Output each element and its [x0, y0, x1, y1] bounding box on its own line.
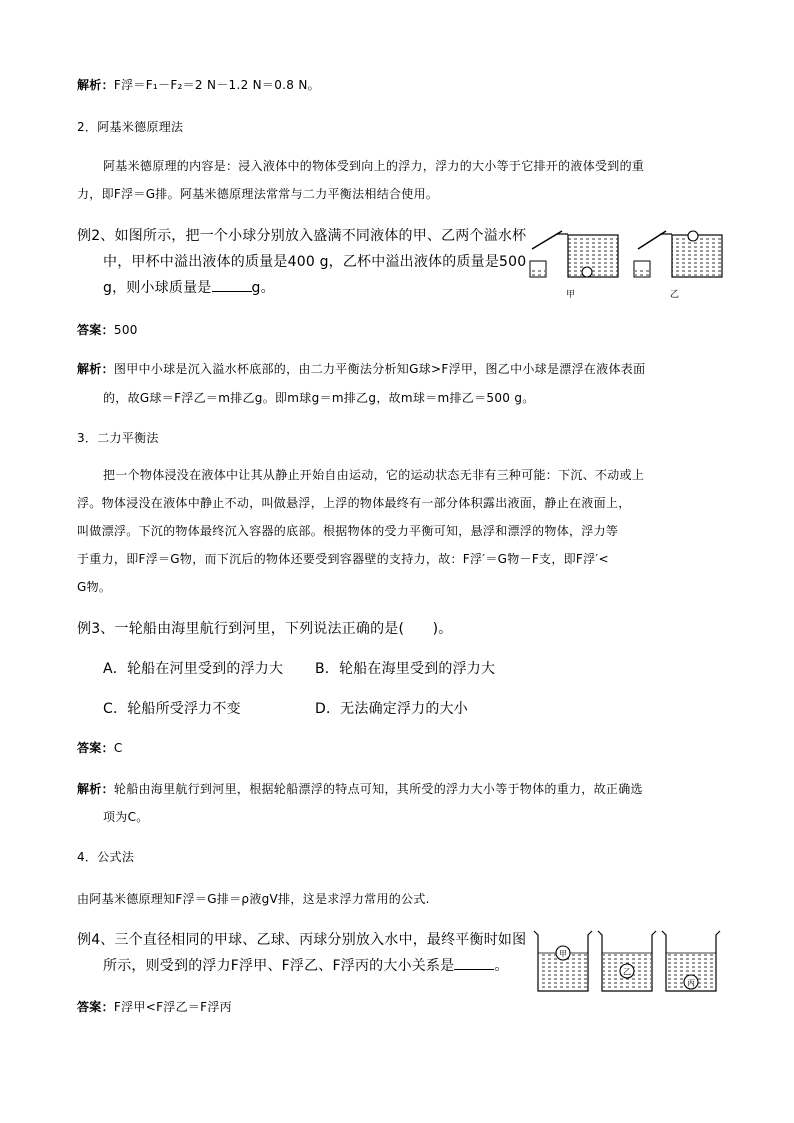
formula-text: 由阿基米德原理知F浮＝G排＝ρ液gV排，这是求浮力常用的公式. — [77, 892, 430, 906]
option-d: D．无法确定浮力的大小 — [315, 701, 468, 717]
answer-blank — [454, 955, 494, 970]
solution-1: 解析：F浮＝F₁－F₂＝2 N－1.2 N＝0.8 N。 — [77, 78, 320, 92]
balance-text-line2: 浮。物体浸没在液体中静止不动，叫做悬浮，上浮的物体最终有一部分体积露出液面，静止在液面上， — [77, 496, 631, 510]
ball-label-yi: 乙 — [623, 967, 631, 977]
cup-yi — [634, 231, 722, 300]
balance-text-line1: 把一个物体浸没在液体中让其从静止开始自由运动，它的运动状态无非有三种可能：下沉、不动或上 — [103, 468, 645, 482]
balance-text-line5: G物。 — [77, 580, 112, 594]
section-4-heading: 4．公式法 — [77, 850, 135, 864]
solution-2-line2: 的，故G球＝F浮乙＝m排乙g。即m球g＝m排乙g，故m球＝m排乙＝500 g。 — [103, 391, 535, 405]
balance-text-line3: 叫做漂浮。下沉的物体最终沉入容器的底部。根据物体的受力平衡可知，悬浮和漂浮的物体，浮力等 — [77, 524, 619, 538]
beaker-yi — [598, 931, 656, 991]
section-2-heading: 2．阿基米德原理法 — [77, 120, 184, 134]
option-a: A．轮船在河里受到的浮力大 — [103, 661, 284, 677]
example-4-line2: 所示，则受到的浮力F浮甲、F浮乙、F浮丙的大小关系是 。 — [103, 953, 509, 979]
option-c: C．轮船所受浮力不变 — [103, 701, 241, 717]
answer-3: 答案：C — [77, 741, 123, 755]
answer-2: 答案：500 — [77, 323, 138, 337]
principle-text-line1: 阿基米德原理的内容是：浸入液体中的物体受到向上的浮力，浮力的大小等于它排开的液体受到的重 — [103, 159, 645, 173]
example-2-line2: 中，甲杯中溢出液体的质量是400 g，乙杯中溢出液体的质量是500 — [103, 254, 527, 270]
balance-text-line4: 于重力，即F浮＝G物，而下沉后的物体还要受到容器壁的支持力，故：F浮′＝G物－F支，即F浮′< — [77, 552, 609, 566]
beakers-figure — [530, 925, 730, 997]
solution-3-line1: 解析：轮船由海里航行到河里，根据轮船漂浮的特点可知，其所受的浮力大小等于物体的重力，故正确选 — [77, 782, 643, 796]
ball-sunk-icon — [582, 267, 592, 277]
example-3-question: 例3、一轮船由海里航行到河里，下列说法正确的是( )。 — [77, 621, 453, 637]
beaker-jia — [534, 931, 592, 991]
example-2-line3: g，则小球质量是 g。 — [103, 275, 275, 301]
beaker-bing — [662, 931, 720, 991]
section-3-heading: 3．二力平衡法 — [77, 431, 159, 445]
solution-2-line1: 解析：图甲中小球是沉入溢水杯底部的，由二力平衡法分析知G球>F浮甲，图乙中小球是漂浮在液体表面 — [77, 362, 646, 376]
principle-text-line2: 力，即F浮＝G排。阿基米德原理法常常与二力平衡法相结合使用。 — [77, 187, 439, 201]
example-2-line1: 例2、如图所示，把一个小球分别放入盛满不同液体的甲、乙两个溢水杯 — [77, 228, 527, 244]
option-b: B．轮船在海里受到的浮力大 — [315, 661, 496, 677]
cup-label-yi: 乙 — [670, 290, 680, 300]
cup-jia — [530, 231, 618, 300]
ball-label-jia: 甲 — [559, 949, 567, 959]
ball-label-bing: 丙 — [687, 978, 695, 988]
solution-3-line2: 项为C。 — [103, 810, 149, 824]
answer-4: 答案：F浮甲<F浮乙＝F浮丙 — [77, 1000, 232, 1014]
cup-label-jia: 甲 — [566, 290, 576, 300]
example-4-line1: 例4、三个直径相同的甲球、乙球、丙球分别放入水中，最终平衡时如图 — [77, 932, 527, 948]
ball-float-icon — [688, 231, 698, 241]
overflow-cups-figure — [526, 225, 726, 305]
answer-blank — [212, 277, 252, 292]
